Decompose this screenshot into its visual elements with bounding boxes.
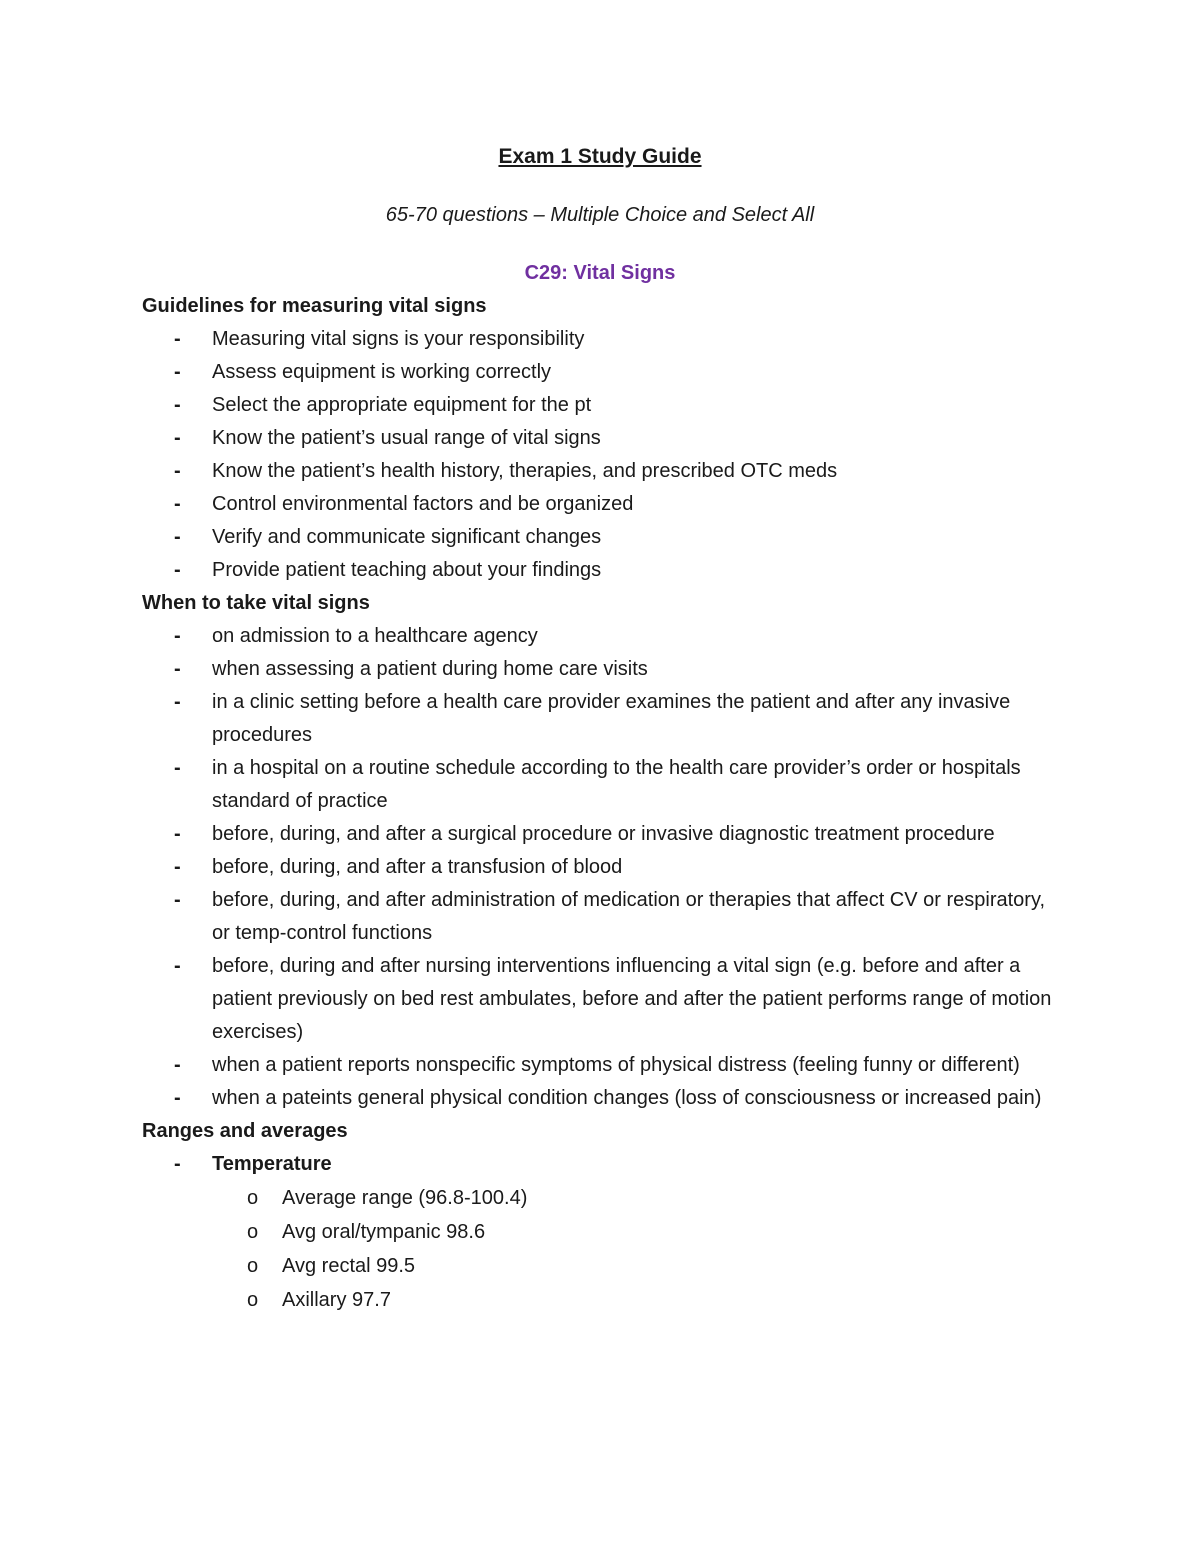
sublist-item: o Average range (96.8-100.4) <box>142 1181 1052 1215</box>
list-item: - before, during and after nursing interventions influencing a vital sign (e.g. before and after a patient previously on bed rest ambulates, before and after the patient performs range of motion exercises) <box>142 950 1052 1049</box>
sublist-item: o Avg rectal 99.5 <box>142 1249 1052 1283</box>
list-item: - before, during, and after a surgical procedure or invasive diagnostic treatment procedure <box>142 818 1052 851</box>
chapter-heading: C29: Vital Signs <box>524 262 676 284</box>
list-item: - Select the appropriate equipment for the pt <box>142 389 1052 422</box>
list-item: - Know the patient’s usual range of vital signs <box>142 422 1052 455</box>
ranges-list <box>142 1148 1052 1317</box>
document-title: Exam 1 Study Guide <box>498 145 702 168</box>
when-to-take-list <box>142 620 1052 1115</box>
list-item: - Measuring vital signs is your responsibility <box>142 323 1052 356</box>
list-item: - when assessing a patient during home care visits <box>142 653 1052 686</box>
list-item: - when a patient reports nonspecific symptoms of physical distress (feeling funny or different) <box>142 1049 1052 1082</box>
list-item: - in a clinic setting before a health care provider examines the patient and after any invasive procedures <box>142 686 1052 752</box>
temperature-sublist <box>142 1181 1052 1317</box>
list-item-temperature <box>142 1148 1052 1317</box>
list-item: - before, during, and after a transfusion of blood <box>142 851 1052 884</box>
list-item: - Provide patient teaching about your findings <box>142 554 1052 587</box>
sublist-item: o Avg oral/tympanic 98.6 <box>142 1215 1052 1249</box>
list-item: - Know the patient’s health history, therapies, and prescribed OTC meds <box>142 455 1052 488</box>
sublist-item: o Axillary 97.7 <box>142 1283 1052 1317</box>
section-heading-guidelines: Guidelines for measuring vital signs <box>142 295 487 317</box>
temperature-label: Temperature <box>212 1153 332 1175</box>
list-item: - when a pateints general physical condition changes (loss of consciousness or increased pain) <box>142 1082 1052 1115</box>
list-item: - Verify and communicate significant changes <box>142 521 1052 554</box>
list-item: - before, during, and after administration of medication or therapies that affect CV or respiratory, or temp-control functions <box>142 884 1052 950</box>
guidelines-list <box>142 323 1052 587</box>
section-heading-when-to-take: When to take vital signs <box>142 592 370 614</box>
list-item: - on admission to a healthcare agency <box>142 620 1052 653</box>
list-item: - Assess equipment is working correctly <box>142 356 1052 389</box>
section-heading-ranges: Ranges and averages <box>142 1120 348 1142</box>
list-item: - Control environmental factors and be organized <box>142 488 1052 521</box>
document-body <box>142 290 1052 1317</box>
list-item: - in a hospital on a routine schedule according to the health care provider’s order or hospitals standard of practice <box>142 752 1052 818</box>
document-subtitle: 65-70 questions – Multiple Choice and Select All <box>385 204 815 226</box>
